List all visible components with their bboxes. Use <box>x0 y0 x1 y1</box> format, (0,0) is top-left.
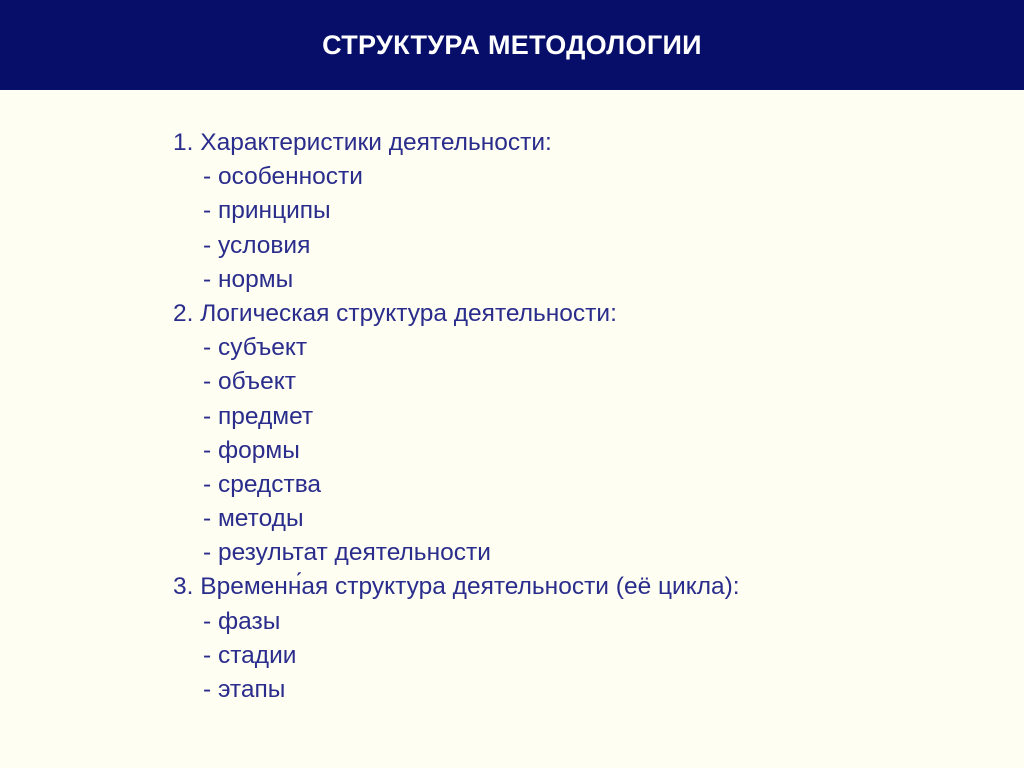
section-heading: 2. Логическая структура деятельности: <box>173 299 617 327</box>
section-logical-structure <box>173 297 993 571</box>
list-item: - этапы <box>203 676 286 703</box>
methodology-outline <box>173 126 993 707</box>
list-item: - субъект <box>203 334 308 362</box>
list-item: - условия <box>203 231 311 259</box>
list-item: - фазы <box>203 607 281 635</box>
slide-title: СТРУКТУРА МЕТОДОЛОГИИ <box>322 29 702 60</box>
list-item: - нормы <box>203 265 294 293</box>
list-item: - стадии <box>203 641 297 669</box>
list-item: - методы <box>203 505 304 533</box>
list-item: - особенности <box>203 163 363 191</box>
section-characteristics <box>173 126 993 297</box>
slide-header <box>0 0 1024 90</box>
section-heading: 1. Характеристики деятельности: <box>173 129 552 156</box>
section-heading: 3. Временн́ая структура деятельности (её цикла): <box>173 573 740 601</box>
list-item: - объект <box>203 368 296 396</box>
list-item: - принципы <box>203 197 331 225</box>
list-item: - результат деятельности <box>203 539 491 567</box>
section-temporal-structure <box>173 570 993 707</box>
list-item: - формы <box>203 436 300 464</box>
list-item: - средства <box>203 470 322 498</box>
list-item: - предмет <box>203 402 314 430</box>
